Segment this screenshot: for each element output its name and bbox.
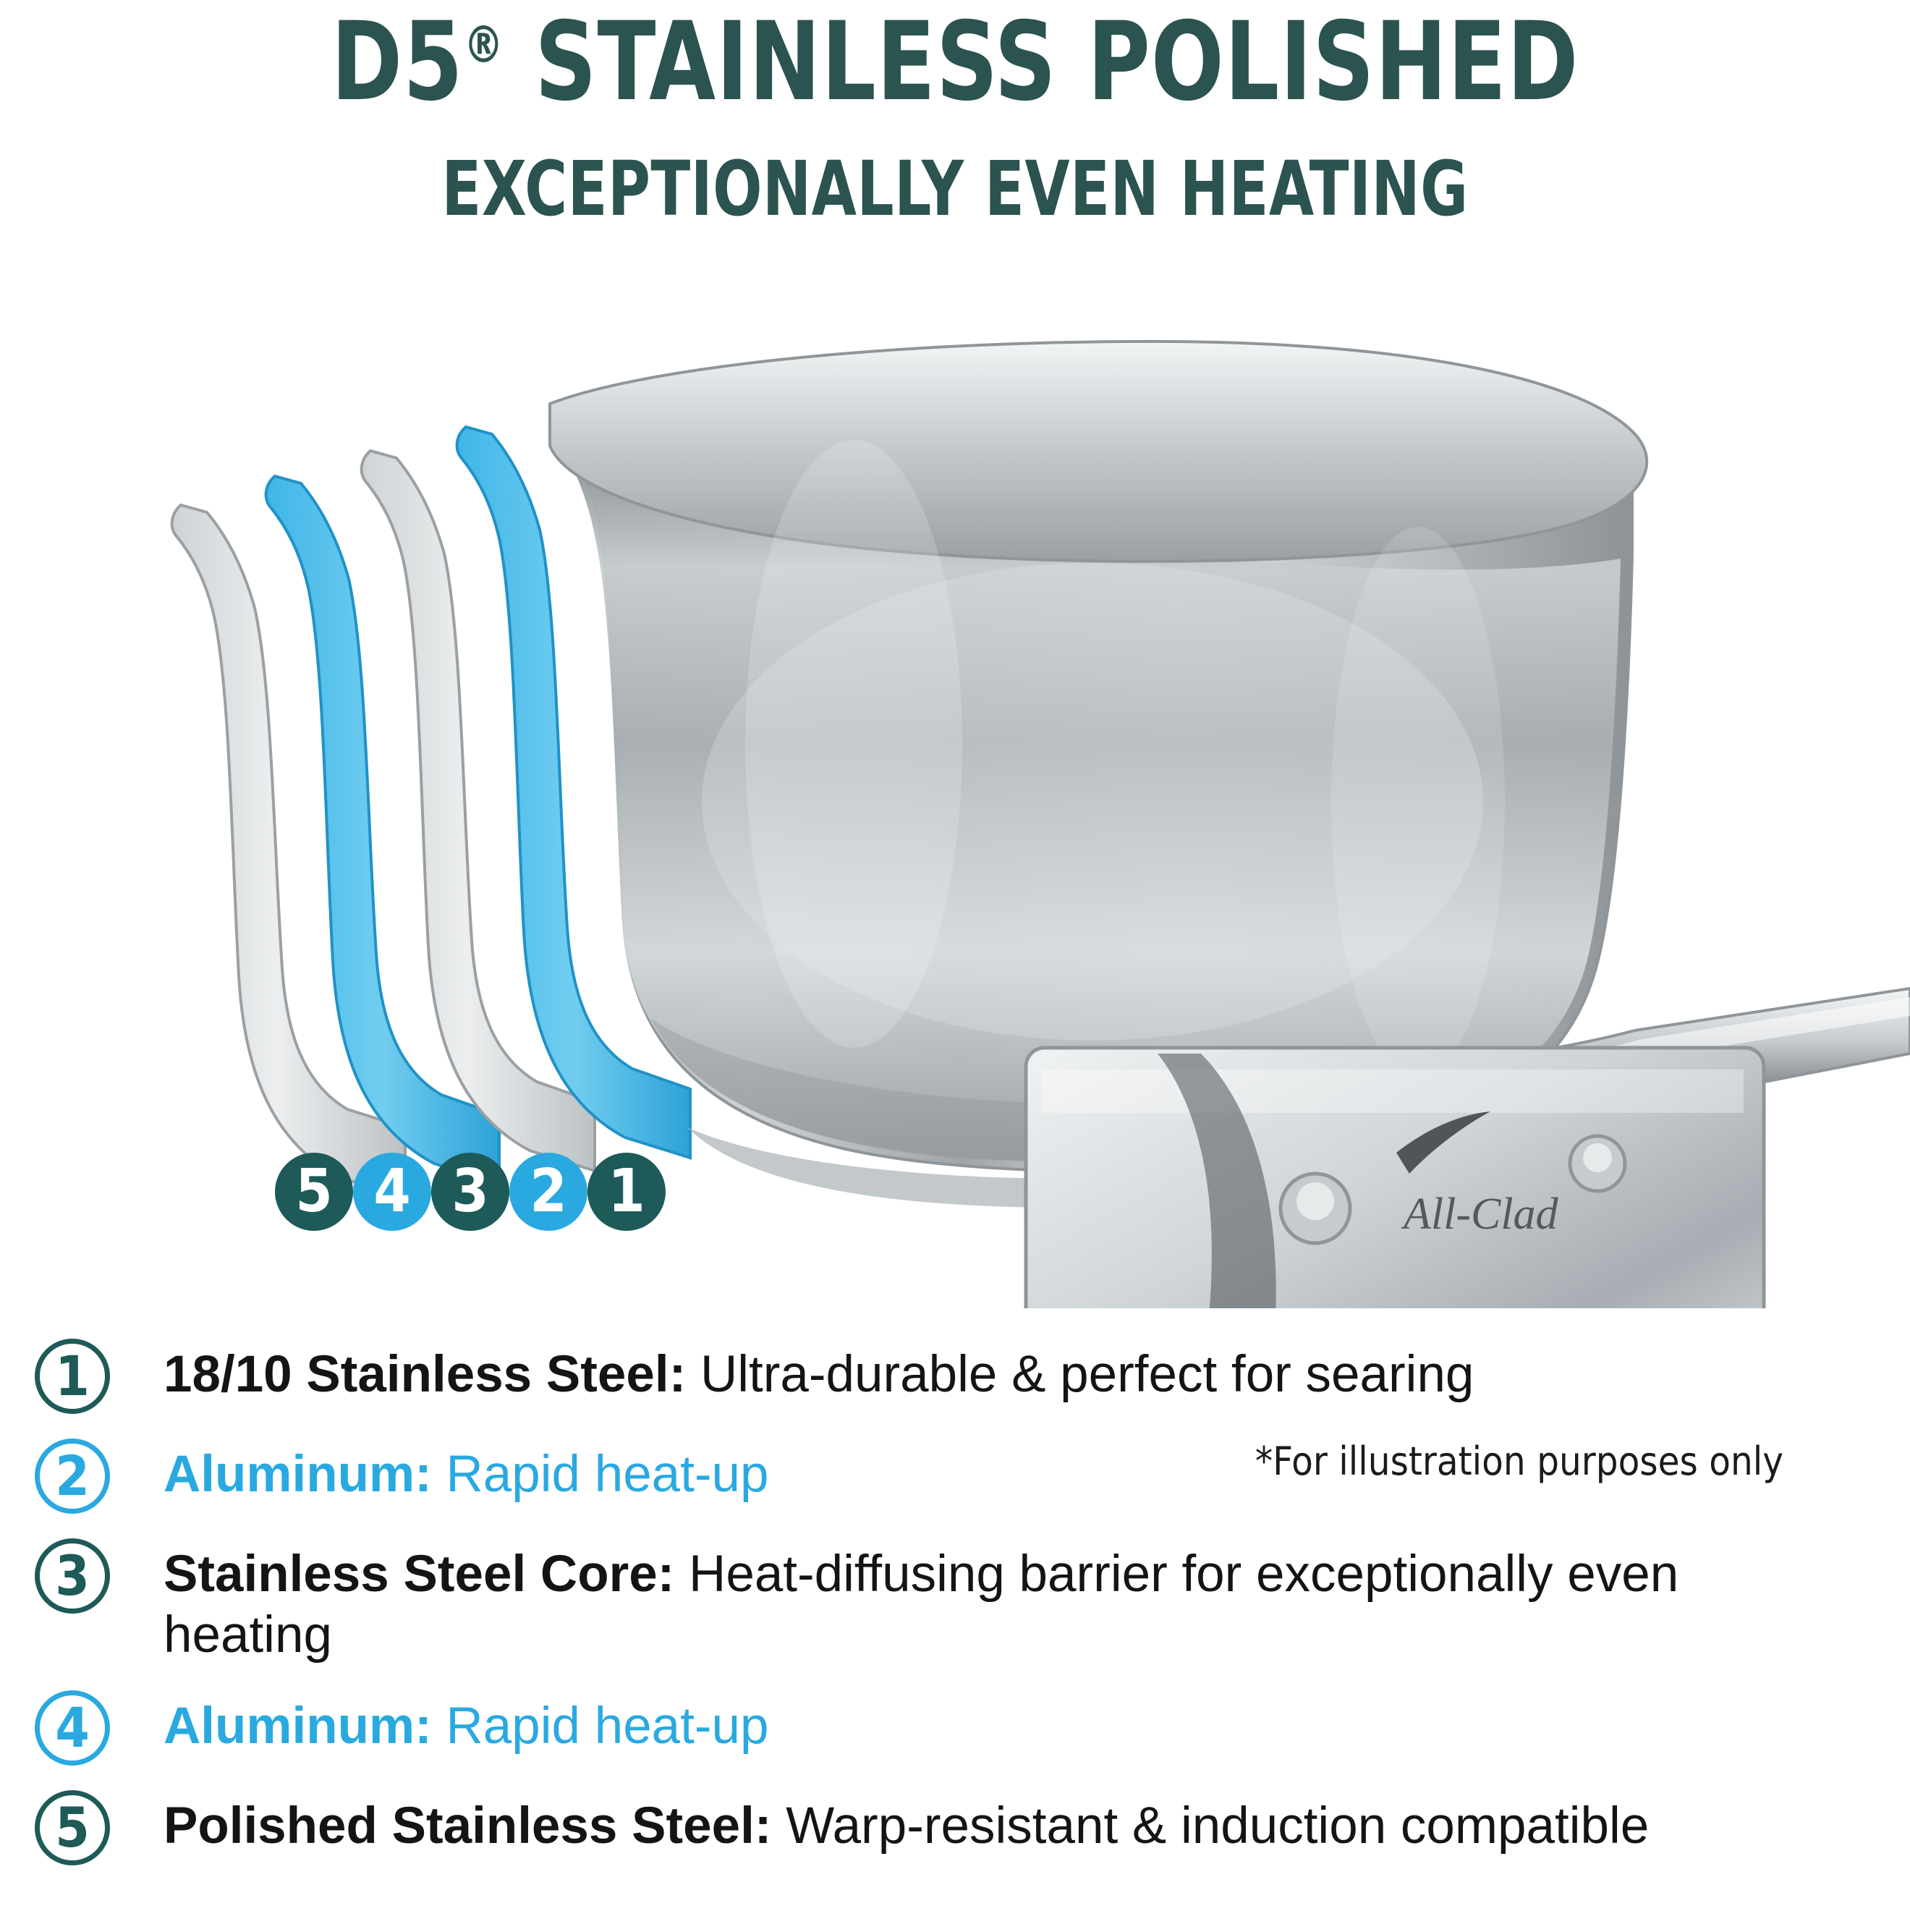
legend-text-2 bbox=[164, 1439, 769, 1505]
legend-label-3: Stainless Steel Core: bbox=[164, 1546, 675, 1603]
header bbox=[0, 0, 1910, 233]
layer-badge-2: 2 bbox=[509, 1153, 587, 1231]
brand-wordmark: All-Clad bbox=[1404, 1189, 1558, 1239]
legend-label-1: 18/10 Stainless Steel: bbox=[164, 1346, 687, 1403]
legend-list bbox=[0, 1339, 1910, 1890]
layer-badge-3: 3 bbox=[431, 1153, 509, 1231]
legend-badge-1: 1 bbox=[35, 1339, 110, 1414]
legend-desc-2: Rapid heat-up bbox=[431, 1446, 769, 1503]
layer-badge-group bbox=[275, 1153, 666, 1231]
legend-badge-3: 3 bbox=[35, 1538, 110, 1614]
legend-desc-4: Rapid heat-up bbox=[431, 1697, 769, 1755]
page-title bbox=[114, 0, 1795, 125]
page-subtitle: EXCEPTIONALLY EVEN HEATING bbox=[441, 144, 1469, 233]
layer-badge-5: 5 bbox=[275, 1153, 353, 1231]
page-title-main: D5 bbox=[331, 0, 464, 125]
illustration-disclaimer: *For illustration purposes only bbox=[1255, 1438, 1783, 1484]
legend-text-4 bbox=[164, 1690, 769, 1757]
layer-badge-1: 1 bbox=[587, 1153, 666, 1231]
legend-text-3 bbox=[164, 1538, 1849, 1666]
legend-badge-2: 2 bbox=[35, 1439, 110, 1514]
page-title-rest: STAINLESS POLISHED bbox=[504, 0, 1579, 125]
handle-rivet-plate bbox=[1026, 1048, 1764, 1308]
legend-label-4: Aluminum: bbox=[164, 1697, 432, 1755]
legend-text-5 bbox=[164, 1790, 1649, 1857]
registered-trademark-icon: ® bbox=[463, 15, 504, 75]
legend-label-2: Aluminum: bbox=[164, 1446, 432, 1503]
legend-desc-1: Ultra-durable & perfect for searing bbox=[686, 1346, 1474, 1403]
legend-item-5 bbox=[22, 1790, 1888, 1865]
legend-item-3 bbox=[22, 1538, 1888, 1666]
legend-item-2 bbox=[22, 1439, 1888, 1514]
legend-badge-5: 5 bbox=[35, 1790, 110, 1865]
legend-text-1 bbox=[164, 1339, 1474, 1405]
legend-item-1 bbox=[22, 1339, 1888, 1414]
layer-badge-4: 4 bbox=[353, 1153, 431, 1231]
legend-label-5: Polished Stainless Steel: bbox=[164, 1797, 772, 1855]
legend-desc-3: Heat-diffusing barrier for exceptionally even heating bbox=[164, 1546, 1679, 1664]
legend-desc-5: Warp-resistant & induction compatible bbox=[771, 1797, 1650, 1855]
legend-item-4 bbox=[22, 1690, 1888, 1766]
legend-badge-4: 4 bbox=[35, 1690, 110, 1766]
